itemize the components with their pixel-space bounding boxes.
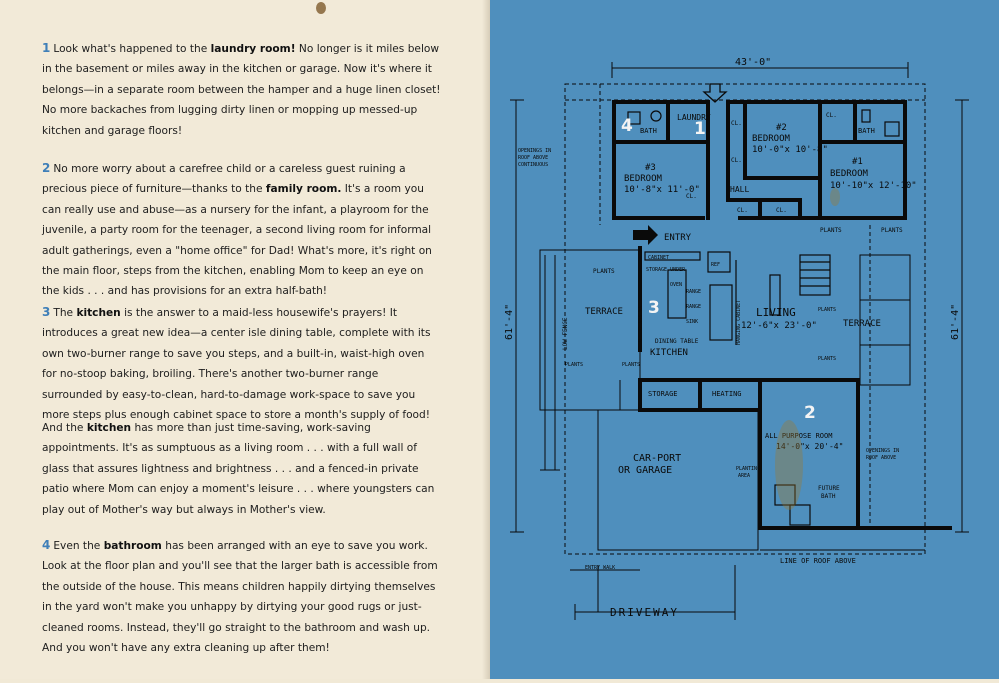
paragraph-kitchen: 3 The kitchen is the answer to a maid-less housewife's prayers! It introduces a great new idea—a center isle dining table, complete with its own two-burner range to save you steps, and a built-in, waist-high oven for no-stoop baking, broiling. There's another two-burner range surrounded by easy-to-clean, hard-to-damage work-space to save you more steps plus enough cabinet space to store a month's supply of food! (42, 305, 431, 422)
bedroom-1-size: 10'-10"x 12'-10" (830, 181, 917, 191)
label-closet: CL. (826, 112, 837, 119)
label-planting-area: AREA (738, 473, 751, 479)
highlight-family-room: family room. (265, 183, 342, 196)
label-entry: ENTRY (664, 233, 692, 243)
paragraph-kitchen-2: And the kitchen has more than just time-saving, work-saving appointments. It's as sumptuous as a living room . . . with a full wall of glass that assures lightness and brightness . . . and a fenced-in private patio where Mom can enjoy a moment's leisure . . . where youngsters can play out of Mother's way but always in Mother's view. (42, 422, 435, 516)
paragraph-laundry: 1 Look what's happened to the laundry room! No longer is it miles below in the basement or miles away in the kitchen or garage. Now it's where it belongs—in a separate room between the hamper and a huge linen closet! No more backaches from lugging dirty linen or mopping up messed-up kitchen and garage floors! (42, 41, 441, 137)
text-page (0, 0, 490, 679)
label-heating: HEATING (712, 390, 742, 398)
dimension-top: 43'-0" (735, 57, 772, 68)
label-line-of-roof: LINE OF ROOF ABOVE (780, 557, 856, 565)
entry-arrow-icon (633, 225, 658, 245)
label-plants: PLANTS (593, 268, 615, 275)
label-full-glass-wall: FULL GLASS WALL (638, 299, 644, 345)
label-carport: OR GARAGE (618, 465, 673, 476)
label-range: RANGE (686, 289, 702, 295)
openings-note: CONTINUOUS (518, 162, 549, 168)
paper-stain (830, 188, 840, 206)
label-all-purpose-room: ALL PURPOSE ROOM (765, 432, 833, 440)
floor-plan (490, 0, 999, 679)
label-driveway: DRIVEWAY (610, 606, 679, 619)
bedroom-3-size: 10'-8"x 11'-0" (624, 185, 700, 195)
label-cabinet: CABINET (648, 255, 670, 261)
label-living: LIVING (756, 306, 796, 319)
paper-stain (775, 420, 803, 510)
marker-4: 4 (621, 116, 633, 136)
label-kitchen: KITCHEN (650, 348, 688, 358)
label-plants: PLANTS (818, 307, 837, 313)
label-plants: PLANTS (622, 362, 641, 368)
bedroom-3-number: #3 (645, 163, 656, 173)
label-future-bath: BATH (821, 493, 836, 500)
label-future-bath: FUTURE (818, 485, 840, 492)
marker-2: 2 (804, 403, 816, 423)
highlight-kitchen: kitchen (76, 307, 121, 319)
label-hanging-cabinet: HANGING CABINET (736, 299, 742, 345)
label-plants: PLANTS (881, 227, 903, 234)
paragraph-number: 4 (42, 538, 51, 552)
openings-note: OPENINGS IN (518, 148, 552, 154)
label-living-size: 12'-6"x 23'-0" (741, 321, 817, 331)
paragraph-family-room: 2 No more worry about a carefree child or a careless guest ruining a precious piece of furniture—thanks to the family room. It's a room you can really use and abuse—as a nursery for the infant, a playroom for the juvenile, a party room for the teenager, a second living room for informal adult gatherings, even a "home office" for Dad! What's more, it's right on the main floor, steps from the kitchen, enabling Mom to keep an eye on the kids . . . and has provisions for an extra half-bath! (42, 161, 432, 298)
openings-note: OPENINGS IN (866, 448, 900, 454)
label-dining-table: DINING TABLE (655, 338, 699, 345)
highlight-kitchen-2: kitchen (86, 422, 132, 434)
openings-note: ROOF ABOVE (866, 455, 897, 461)
label-bath-left: BATH (640, 127, 657, 135)
paper-stain (316, 2, 326, 14)
bedroom-1-number: #1 (852, 157, 863, 167)
label-terrace-left: TERRACE (585, 307, 623, 317)
label-bath-right: BATH (858, 127, 875, 135)
label-all-purpose-size: 14'-0"x 20'-4" (776, 442, 844, 451)
label-ref: REF (711, 262, 721, 268)
openings-note: ROOF ABOVE (518, 155, 549, 161)
label-plants: PLANTS (818, 356, 837, 362)
label-storage-under: STORAGE UNDER (646, 267, 686, 273)
floor-plan-page (490, 0, 999, 679)
bedroom-1-title: BEDROOM (830, 169, 868, 179)
label-oven: OVEN (670, 282, 683, 288)
paragraph-number: 3 (42, 305, 51, 319)
label-closet: CL. (686, 193, 697, 200)
bedroom-3-title: BEDROOM (624, 174, 662, 184)
label-hall: HALL (730, 185, 750, 194)
label-closet: CL. (776, 207, 787, 214)
label-plants: PLANTS (565, 362, 584, 368)
marker-3: 3 (648, 298, 660, 318)
label-low-fence: LOW FENCE (562, 317, 569, 350)
dimension-left: 61'-4" (504, 303, 515, 340)
dimension-right: 61'-4" (950, 303, 961, 340)
label-terrace-right: TERRACE (843, 319, 881, 329)
laundry-arrow-icon (704, 84, 726, 102)
label-closet: CL. (731, 120, 742, 127)
paragraph-number: 1 (42, 41, 51, 55)
label-planting-area: PLANTING (736, 466, 761, 472)
label-laundry: LAUNDRY (677, 113, 711, 122)
label-closet: CL. (731, 157, 742, 164)
bedroom-2-title: BEDROOM (752, 134, 790, 144)
label-sink: SINK (686, 319, 699, 325)
bedroom-2-size: 10'-0"x 10'-8" (752, 145, 828, 155)
label-range: RANGE (686, 304, 702, 310)
highlight-bathroom: bathroom (103, 540, 162, 552)
label-entry-walk: ENTRY WALK (585, 565, 616, 571)
label-closet: CL. (737, 207, 748, 214)
bedroom-2-number: #2 (776, 123, 787, 133)
paragraph-bathroom: 4 Even the bathroom has been arranged with an eye to save you work. Look at the floor plan and you'll see that the larger bath is accessible from the outside of the house. This means children happily dirtying themselves in the yard won't make you unhappy by dirtying your good rugs or just-cleaned rooms. Instead, they'll go straight to the bathroom and wash up. And you won't have any extra cleaning up after them! (42, 538, 438, 655)
marker-1: 1 (694, 119, 706, 139)
label-carport: CAR-PORT (633, 453, 682, 464)
label-storage: STORAGE (648, 390, 678, 398)
paragraph-number: 2 (42, 161, 51, 175)
label-plants: PLANTS (820, 227, 842, 234)
highlight-laundry-room: laundry room! (210, 43, 296, 55)
